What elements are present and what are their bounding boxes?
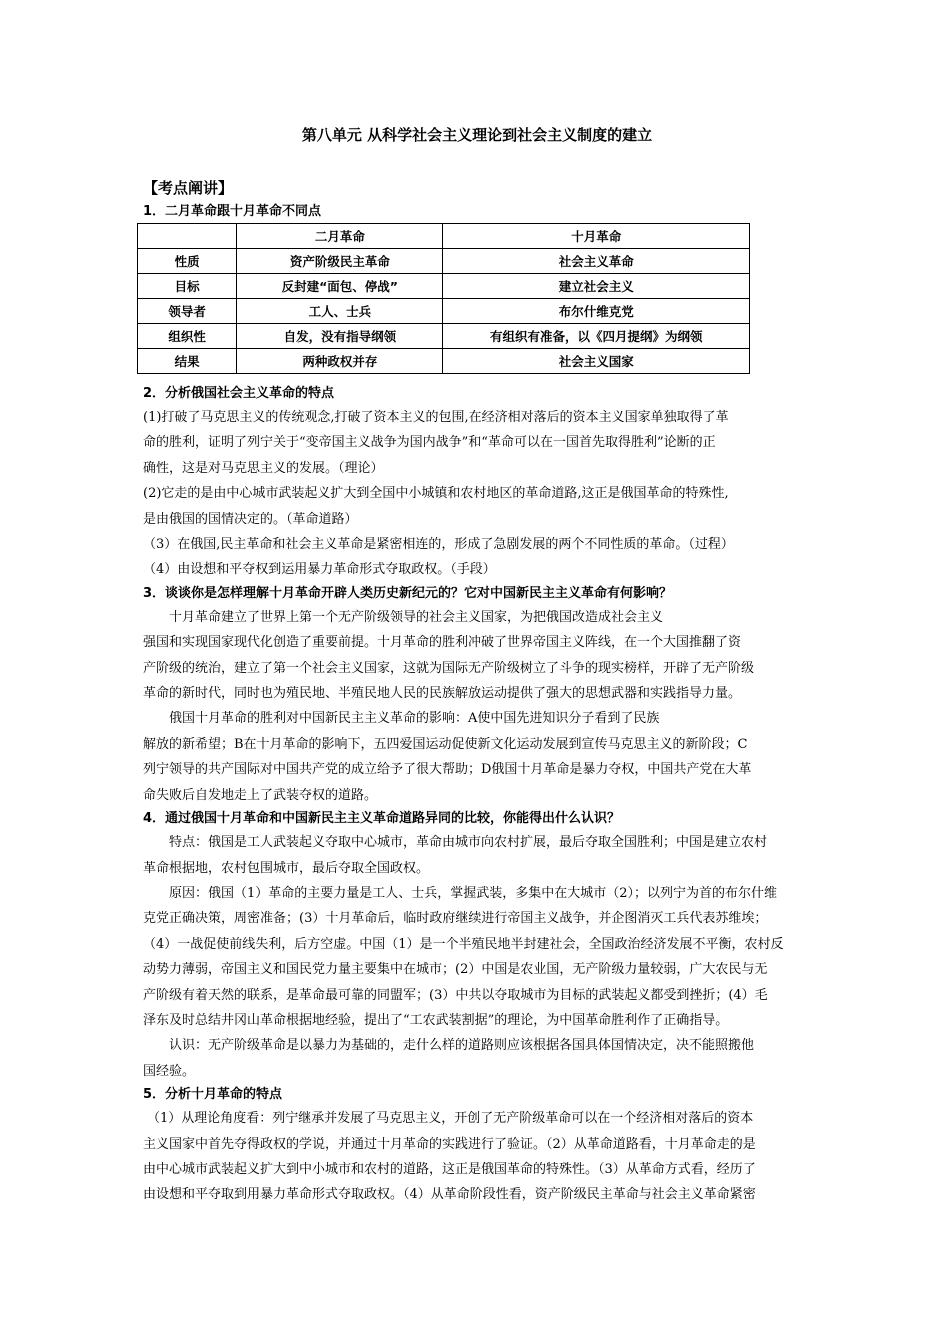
body-line: （4）一战促使前线失利，后方空虚。中国（1）是一个半殖民地半封建社会，全国政治经济发展不平衡，农村反 (143, 936, 784, 952)
table-row (138, 349, 750, 374)
body-line: 强国和实现国家现代化创造了重要前提。十月革命的胜利冲破了世界帝国主义阵线，在一个大国推翻了资 (143, 635, 742, 651)
table-cell: 工人、士兵 (237, 299, 443, 324)
question-4-heading: 4．通过俄国十月革命和中国新民主主义革命道路异同的比较，你能得出什么认识？ (143, 811, 621, 827)
table-cell: 目标 (138, 274, 237, 299)
body-line: 命的胜利，证明了列宁关于“变帝国主义战争为国内战争”和“革命可以在一国首先取得胜利”论断的正 (143, 435, 716, 451)
body-line: 主义国家中首先夺得政权的学说，并通过十月革命的实践进行了验证。（2）从革命道路看，十月革命走的是 (143, 1136, 756, 1152)
table-cell: 建立社会主义 (443, 274, 750, 299)
body-line: 认识：无产阶级革命是以暴力为基础的，走什么样的道路则应该根据各国具体国情决定，决不能照搬他 (169, 1038, 755, 1054)
body-line: 由中心城市武装起义扩大到中小城市和农村的道路，这正是俄国革命的特殊性。（3）从革命方式看，经历了 (143, 1161, 756, 1177)
body-line: 革命根据地，农村包围城市，最后夺取全国政权。 (143, 860, 430, 876)
document-body (143, 383, 811, 1208)
table-header-row (138, 224, 750, 249)
table-cell: 领导者 (138, 299, 237, 324)
body-line: 原因：俄国（1）革命的主要力量是工人、士兵，掌握武装，多集中在大城市（2）；以列宁为首的布尔什维 (169, 885, 778, 901)
body-line: (2)它走的是由中心城市武装起义扩大到全国中小城镇和农村地区的革命道路,这正是俄国革命的特殊性, (143, 486, 729, 502)
table-header-cell: 二月革命 (237, 224, 443, 249)
table-cell: 性质 (138, 249, 237, 274)
table-cell: 自发，没有指导纲领 (237, 324, 443, 349)
table-cell: 反封建“面包、停战” (237, 274, 443, 299)
question-2-heading: 2．分析俄国社会主义革命的特点 (143, 386, 335, 401)
question-1-heading: 1．二月革命跟十月革命不同点 (143, 204, 322, 219)
table-cell: 两种政权并存 (237, 349, 443, 374)
body-line: 克党正确决策，周密准备；(3）十月革命后，临时政府继续进行帝国主义战争，并企图消灭工兵代表苏维埃； (143, 911, 768, 927)
revolution-comparison-table (137, 223, 750, 374)
body-line: 命失败后自发地走上了武装夺权的道路。 (143, 787, 378, 803)
body-line: 动势力薄弱，帝国主义和国民党力量主要集中在城市；(2）中国是农业国，无产阶级力量较弱，广大农民与无 (143, 962, 768, 978)
table-row (138, 299, 750, 324)
table-cell: 布尔什维克党 (443, 299, 750, 324)
table-header-cell: 十月革命 (443, 224, 750, 249)
table-cell: 有组织有准备，以《四月提纲》为纲领 (443, 324, 750, 349)
body-line: （1）从理论角度看：列宁继承并发展了马克思主义，开创了无产阶级革命可以在一个经济相对落后的资本 (147, 1111, 754, 1127)
table-cell: 组织性 (138, 324, 237, 349)
body-line: 泽东及时总结井冈山革命根据地经验，提出了“工农武装割据”的理论，为中国革命胜利作了正确指导。 (143, 1012, 729, 1028)
body-line: 列宁领导的共产国际对中国共产党的成立给予了很大帮助；D俄国十月革命是暴力夺权，中国共产党在大革 (143, 762, 752, 778)
body-line: 国经验。 (143, 1063, 196, 1079)
body-line: 产阶级有着天然的联系，是革命最可靠的同盟军；(3）中共以夺取城市为目标的武装起义都受到挫折；(4）毛 (143, 987, 768, 1003)
body-line: 俄国十月革命的胜利对中国新民主主义革命的影响：A使中国先进知识分子看到了民族 (169, 711, 660, 727)
table-cell: 社会主义国家 (443, 349, 750, 374)
table-cell: 社会主义革命 (443, 249, 750, 274)
table-cell: 资产阶级民主革命 (237, 249, 443, 274)
body-line: 解放的新希望；B在十月革命的影响下，五四爱国运动促使新文化运动发展到宣传马克思主义的新阶段；C (143, 736, 748, 752)
body-line: 产阶级的统治，建立了第一个社会主义国家，这就为国际无产阶级树立了斗争的现实榜样，开辟了无产阶级 (143, 660, 755, 676)
question-3-heading: 3．谈谈你是怎样理解十月革命开辟人类历史新纪元的？它对中国新民主主义革命有何影响？ (143, 585, 673, 601)
table-header-cell (138, 224, 237, 249)
body-line: 由设想和平夺取到用暴力革命形式夺取政权。（4）从革命阶段性看，资产阶级民主革命与社会主义革命紧密 (143, 1187, 756, 1203)
body-line: （4）由设想和平夺权到运用暴力革命形式夺取政权。（手段） (143, 562, 496, 578)
table-row (138, 274, 750, 299)
body-line: 十月革命建立了世界上第一个无产阶级领导的社会主义国家，为把俄国改造成社会主义 (169, 609, 664, 625)
body-line: (1)打破了马克思主义的传统观念,打破了资本主义的包围,在经济相对落后的资本主义国家单独取得了革 (143, 410, 729, 425)
table-row (138, 249, 750, 274)
body-line: 是由俄国的国情决定的。（革命道路） (143, 511, 358, 527)
section-heading: 【考点阐讲】 (143, 179, 234, 197)
page-title: 第八单元 从科学社会主义理论到社会主义制度的建立 (301, 126, 653, 144)
table-cell: 结果 (138, 349, 237, 374)
body-line: 确性，这是对马克思主义的发展。（理论） (143, 460, 384, 476)
question-5-heading: 5．分析十月革命的特点 (143, 1087, 283, 1103)
body-line: （3）在俄国,民主革命和社会主义革命是紧密相连的，形成了急剧发展的两个不同性质的革命。（过程） (143, 537, 734, 553)
body-line: 特点：俄国是工人武装起义夺取中心城市，革命由城市向农村扩展，最后夺取全国胜利；中国是建立农村 (169, 835, 768, 851)
table-row (138, 324, 750, 349)
body-line: 革命的新时代，同时也为殖民地、半殖民地人民的民族解放运动提供了强大的思想武器和实践指导力量。 (143, 686, 742, 702)
